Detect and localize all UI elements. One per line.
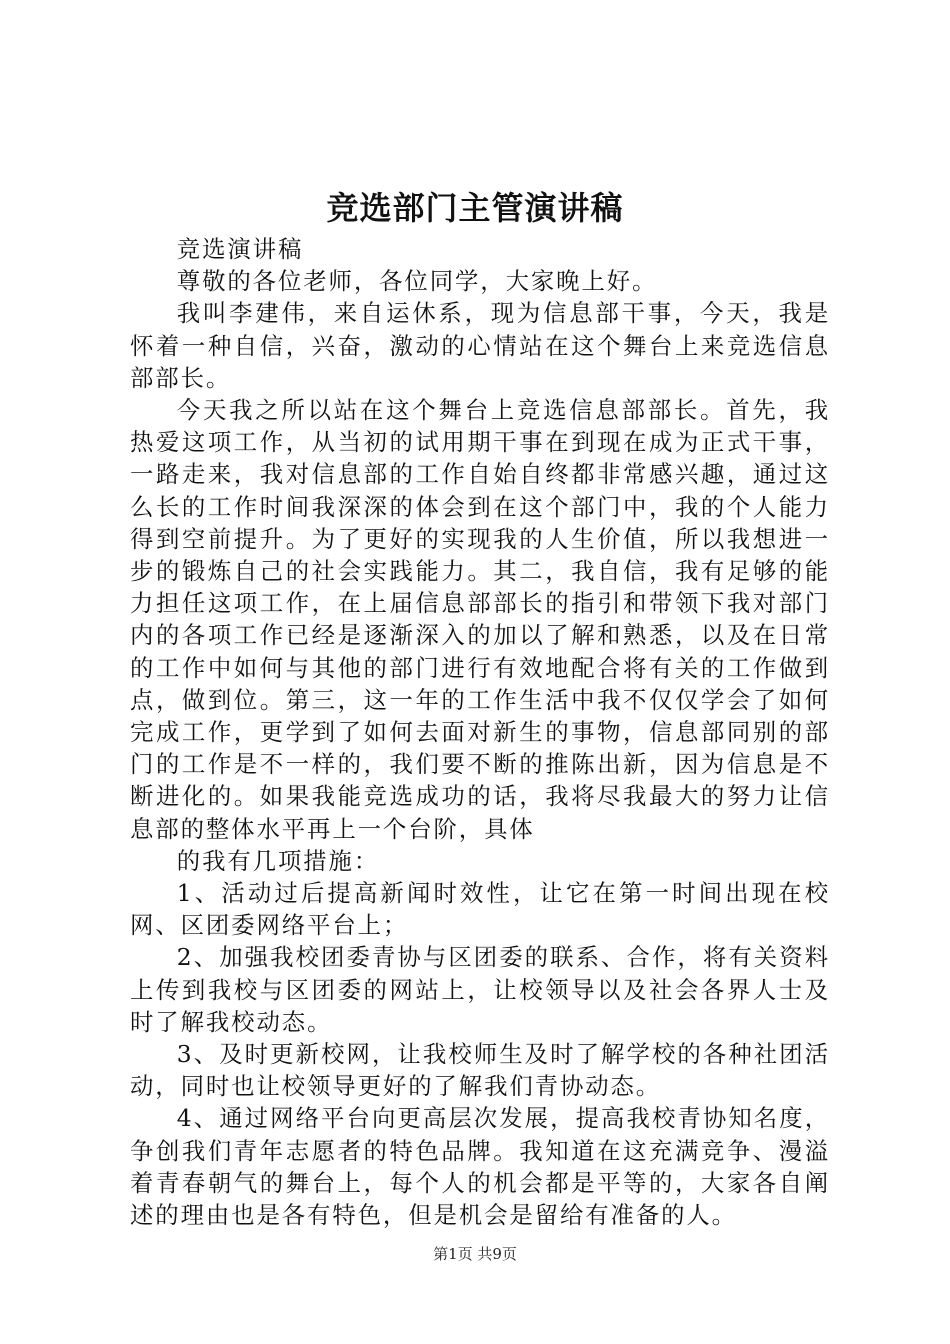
paragraph-measure-3: 3、及时更新校网，让我校师生及时了解学校的各种社团活动，同时也让校领导更好的了解我们青协动态。 xyxy=(130,1040,830,1101)
paragraph-introduction: 我叫李建伟，来自运休系，现为信息部干事，今天，我是怀着一种自信，兴奋，激动的心情站在这个舞台上来竞选信息部部长。 xyxy=(130,299,830,392)
document-title: 竞选部门主管演讲稿 xyxy=(326,189,624,227)
paragraph-measure-2: 2、加强我校团委青协与区团委的联系、合作，将有关资料上传到我校与区团委的网站上，让校领导以及社会各界人士及时了解我校动态。 xyxy=(130,943,830,1036)
paragraph-measure-1: 1、活动过后提高新闻时效性，让它在第一时间出现在校网、区团委网络平台上； xyxy=(130,879,830,940)
paragraph-measure-4: 4、通过网络平台向更高层次发展，提高我校青协知名度，争创我们青年志愿者的特色品牌。我知道在这充满竞争、漫溢着青春朝气的舞台上，每个人的机会都是平等的，大家各自阐述的理由也是各有特色，但是机会是留给有准备的人。 xyxy=(130,1104,830,1230)
paragraph-greeting: 尊敬的各位老师，各位同学，大家晚上好。 xyxy=(176,267,658,296)
paragraph-measures-intro: 的我有几项措施： xyxy=(176,846,380,875)
paragraph-reasons: 今天我之所以站在这个舞台上竞选信息部部长。首先，我热爱这项工作，从当初的试用期干事在到现在成为正式干事，一路走来，我对信息部的工作自始自终都非常感兴趣，通过这么长的工作时间我深深的体会到在这个部门中，我的个人能力得到空前提升。为了更好的实现我的人生价值，所以我想进一步的锻炼自己的社会实践能力。其二，我自信，我有足够的能力担任这项工作，在上届信息部部长的指引和带领下我对部门内的各项工作已经是逐渐深入的加以了解和熟悉，以及在日常的工作中如何与其他的部门进行有效地配合将有关的工作做到点，做到位。第三，这一年的工作生活中我不仅仅学会了如何完成工作，更学到了如何去面对新生的事物，信息部同别的部门的工作是不一样的，我们要不断的推陈出新，因为信息是不断进化的。如果我能竞选成功的话，我将尽我最大的努力让信息部的整体水平再上一个台阶，具体 xyxy=(130,396,830,843)
page-number-footer: 第1页 共9页 xyxy=(433,1245,517,1263)
paragraph-heading-line: 竞选演讲稿 xyxy=(176,235,304,263)
document-body xyxy=(130,233,830,1231)
